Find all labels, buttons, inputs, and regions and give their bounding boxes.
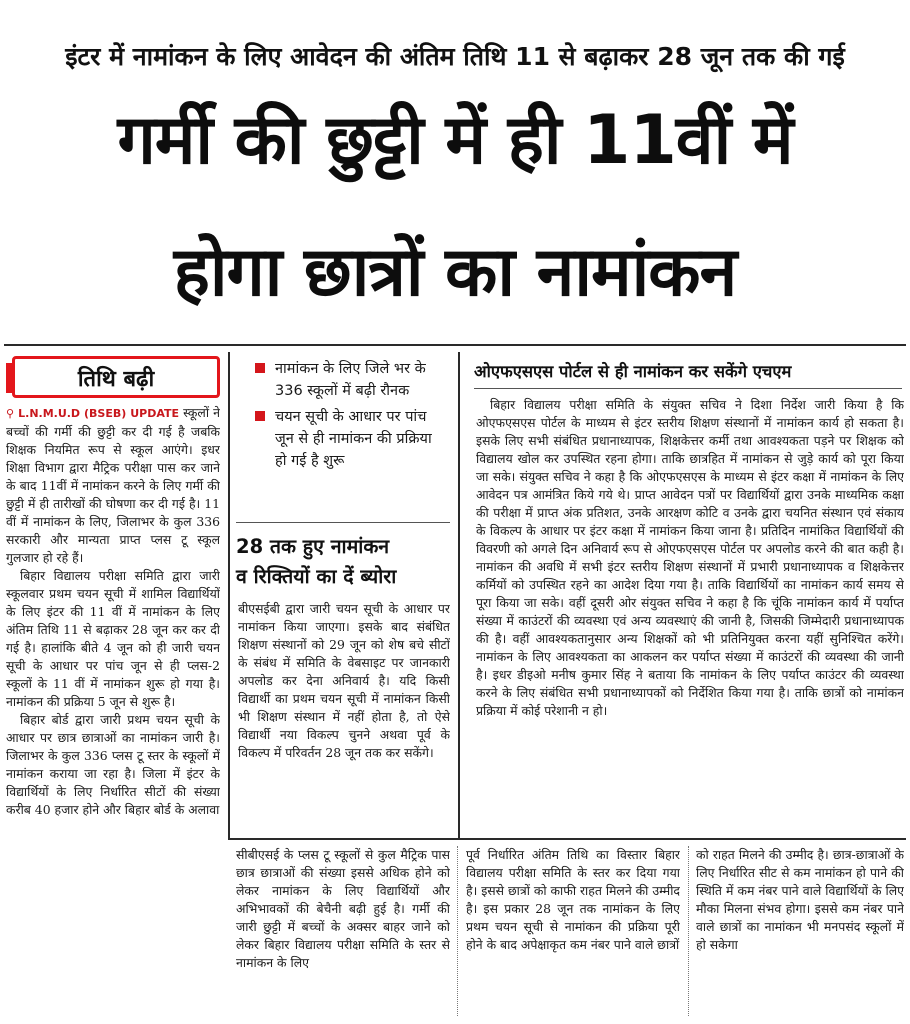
left-para-2: बिहार विद्यालय परीक्षा समिति द्वारा जारी स्कूलवार प्रथम चयन सूची में शामिल विद्यार्थियों के लिए इंटर की 11 वीं में नामांकन के लिए अंतिम तिथि 11 से बढ़ाकर 28 जून कर कर दी गई है। हालांकि बीते 4 जून को ही जारी चयन सूची के आधार पर पांच जून से ही प्लस-2 स्कूलों के 11 वीं में नामांकन शुरू हो गया है। नामांकन की प्रक्रिया 5 जून से शुरू है।	[6, 568, 220, 709]
lower-middle-dotted-divider	[457, 846, 458, 1016]
main-headline-line1: गर्मी की छुट्टी में ही 11वीं में	[117, 101, 793, 180]
right-head-underline	[474, 388, 902, 389]
highlight-bullets	[253, 358, 445, 476]
middle-para-1: बीएसईबी द्वारा जारी चयन सूची के आधार पर नामांकन किया जाएगा। इसके बाद संबंधित शिक्षण संस्थानों को 29 जून को शेष बचे सीटों के संबंध में समिति के वेबसाइट पर जानकारी अपलोड कर देना अनिवार्य है। यदि किसी विद्यार्थी का प्रथम चयन सूची में नामांकन किसी भी शिक्षण संस्थान में नहीं होता है, तो ऐसे विद्यार्थी नया विकल्प चुनने अथवा पूर्व के विकल्प में परिवर्तन 28 जून तक कर सकेंगे।	[238, 601, 450, 760]
lower-section-divider	[228, 838, 906, 840]
middle-subhead-line2: व रिक्तियों का दें ब्योरा	[236, 565, 397, 588]
left-para-1-text: स्कूलों ने बच्चों की गर्मी की छुट्टी कर दी गई है जबकि शिक्षक नियमित रूप से स्कूल आएंगे। इधर शिक्षा विभाग द्वारा मैट्रिक परीक्षा पास कर जाने के बाद 11वीं में नामांकन करने के लिए गर्मी की छुट्टी में ही तारीखों की घोषणा कर दी गई है। 11 वीं में नामांकन के लिए, जिलाभर के कुल 336 सरकारी और मान्यता प्राप्त प्लस टू स्कूल गुलजार हो रहे हैं।	[6, 405, 220, 565]
lower-column-right-b	[696, 846, 904, 1018]
kicker-headline: इंटर में नामांकन के लिए आवेदन की अंतिम तिथि 11 से बढ़ाकर 28 जून तक की गई	[65, 42, 845, 71]
lower-left-para: पूर्व निर्धारित अंतिम तिथि का विस्तार बिहार विद्यालय परीक्षा समिति के स्तर कर दिया गया है। इससे छात्रों को काफी राहत मिलने की उम्मीद है। इस प्रकार 28 जून तक नामांकन के लिए प्रथम चयन सूची से नामांकन की प्रक्रिया पूरी होने के बाद अपेक्षाकृत कम नंबर पाने वाले छात्रों	[466, 847, 680, 952]
pin-icon: ⚲	[6, 407, 15, 420]
middle-subhead	[236, 532, 450, 592]
main-headline-line2: होगा छात्रों का नामांकन	[173, 233, 737, 312]
bullet-square-icon	[255, 363, 265, 373]
right-column-upper	[476, 396, 904, 836]
left-column	[6, 404, 220, 1016]
right-para-1: बिहार विद्यालय परीक्षा समिति के संयुक्त सचिव ने दिशा निर्देश जारी किया है कि ओएफएसएस पोर्टल के माध्यम से इंटर स्तरीय शिक्षण संस्थानों में नामांकन कार्य हो सकता है। इसके लिए सभी संबंधित प्रधानाध्यापक, शिक्षकेत्तर कर्मी तथा आवश्यकता पड़ने पर शिक्षक को विद्यालय खोल कर उपस्थित रहना होगा। ताकि छात्रहित में नामांकन से जुड़े कार्य को पूरा किया जा सके। संयुक्त सचिव ने कहा है कि ओएफएसएस के माध्यम से इंटर कक्षा में नामांकन के लिए आवेदन पत्र आमंत्रित किये गये थे। प्राप्त आवेदन पत्रों पर विद्यार्थियों द्वारा उनके माध्यमिक कक्षा की परीक्षा में प्राप्त अंक प्रतिशत, उनके आरक्षण कोटि व उनके द्वारा चयनित संस्थान एवं संकाय के विकल्प के आधार पर इंटर कक्षा में नामांकन किया जाना है। प्रतिदिन नामांकित विद्यार्थियों की विवरणी को अगले दिन अनिवार्य रूप से ओएफएसएस पोर्टल पर अपलोड करने की बात कही है। नामांकन की अवधि में सभी इंटर स्तरीय शिक्षण संस्थानों में प्रभारी प्रधानाध्यापक व शिक्षकेत्तर कर्मियों को उपस्थित रहने का आदेश दिया गया है। ताकि विद्यार्थियों का नामांकन कार्य समय से पूरा किया जा सके। वहीं दूसरी ओर संयुक्त सचिव ने कहा है कि चूंकि नामांकन कार्य में पर्याप्त संख्या में काउंटरों की व्यवस्था एवं अन्य व्यवस्थाएं की जानी है, जिसकी जिम्मेदारी प्रधानाध्यापक की है। वहीं आवश्यकतानुसार अन्य शिक्षकों को भी प्रतिनियुक्त करना यहीं सुनिश्चित करेंगे। नामांकन के लिए आवश्यकता का आकलन कर पर्याप्त संख्या में काउंटरों की व्यवस्था की जानी है। इधर डीइओ मनीष कुमार सिंह ने बताया कि नामांकन के लिए पर्याप्त काउंटर की व्यवस्था करने के लिए संबंधित सभी प्रधानाध्यापकों को निर्देशित किया गया है। ताकि छात्रों को नामांकन प्रक्रिया में कोई परेशानी न हो।	[476, 397, 904, 718]
section-box-title: तिथि बढ़ी	[12, 356, 220, 398]
middle-section-divider	[236, 522, 450, 523]
column-divider-right	[458, 352, 460, 838]
middle-para-2: सीबीएसई के प्लस टू स्कूलों से कुल मैट्रिक पास छात्र छात्राओं की संख्या इससे अधिक होने को लेकर नामांकन के लिए विद्यार्थियों और अभिभावकों की बेचैनी बढ़ी हुई है। गर्मी की जारी छुट्टी में बच्चों के अक्सर बाहर जाने को लेकर बिहार विद्यालय परीक्षा समिति के स्तर से नामांकन के लिए	[236, 847, 450, 970]
left-para-1	[6, 404, 220, 567]
bullet-text-2: चयन सूची के आधार पर पांच जून से ही नामांकन की प्रक्रिया हो गई है शुरू	[275, 409, 432, 469]
lower-column-middle	[236, 846, 450, 1018]
middle-column-upper	[238, 600, 450, 836]
headline-divider	[4, 344, 906, 346]
bullet-item-1	[253, 358, 445, 402]
middle-subhead-line1: 28 तक हुए नामांकन	[236, 535, 390, 558]
right-subhead: ओएफएसएस पोर्टल से ही नामांकन कर सकेंगे एचएम	[474, 362, 792, 381]
left-para-3: बिहार बोर्ड द्वारा जारी प्रथम चयन सूची के आधार पर छात्र छात्राओं का नामांकन जारी है। जिलाभर के कुल 336 प्लस टू स्तर के स्कूलों में नामांकन कराया जा रहा है। जिला में इंटर के विद्यार्थियों के लिए निर्धारित सीटों की संख्या करीब 40 हजार होने और बिहार बोर्ड के अलावा	[6, 712, 220, 817]
lower-right-para: को राहत मिलने की उम्मीद है। छात्र-छात्राओं के लिए निर्धारित सीट से कम नामांकन हो पाने की स्थिति में कम नंबर पाने वाले विद्यार्थियों के लिए मौका मिलना संभव होगा। इससे कम नंबर पाने वाले छात्रों का नामांकन भी मनपसंद स्कूलों में हो सकेगा	[696, 847, 904, 952]
bullet-item-2	[253, 406, 445, 472]
bullet-square-icon	[255, 411, 265, 421]
lower-column-right-a	[466, 846, 680, 1018]
lower-column-dotted-divider	[688, 846, 689, 1016]
column-divider-left	[228, 352, 230, 838]
bullet-text-1: नामांकन के लिए जिले भर के 336 स्कूलों में बढ़ी रौनक	[275, 361, 426, 399]
dateline: L.N.M.U.D (BSEB) UPDATE	[18, 407, 180, 420]
